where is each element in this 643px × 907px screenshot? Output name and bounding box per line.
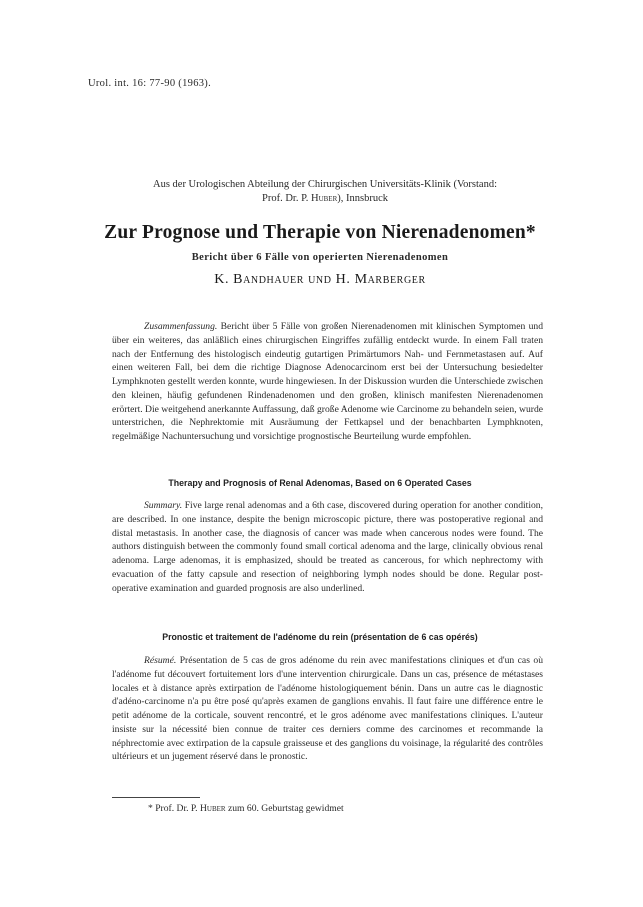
footnote-name: Huber	[199, 803, 226, 814]
affiliation-suffix: ), Innsbruck	[337, 193, 389, 204]
footnote	[148, 803, 344, 814]
affiliation-line-1: Aus der Urologischen Abteilung der Chirurgischen Universitäts-Klinik (Vorstand:	[152, 179, 498, 190]
journal-citation: Urol. int. 16: 77-90 (1963).	[88, 78, 212, 89]
english-summary	[112, 499, 543, 595]
english-summary-text: Five large renal adenomas and a 6th case, discovered during operation for another condition, are described. In one instance, despite the benign microscopic picture, there was postoperative regional and distal metastasis. In another case, the diagnosis of cancer was made when cancerous nodes were found. The authors distinguish between the commonly found small cortical adenoma and the large, clinically obvious renal adenoma. Large adenomas, it is emphasized, should be treated as cancerous, for which nephrectomy with evacuation of the fatty capsule and resection of neighboring lymph nodes should be done. Regular post-operative examination and guarded prognosis are also underlined.	[112, 500, 543, 594]
footnote-rule	[112, 797, 200, 798]
german-summary-label: Zusammenfassung.	[144, 321, 218, 332]
paper-title: Zur Prognose und Therapie von Nierenadenomen*	[104, 222, 536, 243]
french-heading: Pronostic et traitement de l'adénome du rein (présentation de 6 cas opérés)	[162, 632, 478, 642]
affiliation-head-name: Huber	[311, 193, 338, 204]
german-summary-text: Bericht über 5 Fälle von großen Nierenadenomen mit klinischen Symptomen und über ein weiteres, das anläßlich eines chirurgischen Eingriffes zufällig entdeckt wurde. In einem Fall traten nach der Entfernung des histologisch eindeutig gutartigen Primärtumors Nah- und Fernmetastasen auf. Auf einen weiteren Fall, bei dem die richtige Diagnose Adenocarcinom erst bei der Untersuchung besiedelter Lymphknoten gestellt werden konnte, wurde hingewiesen. In der Diskussion wurden die Unterschiede zwischen den kleinen, häufig gefundenen Rindenadenomen und den großen, klinisch manifesten Nierenadenomen erörtert. Die weitgehend anerkannte Auffassung, daß große Adenome wie Carcinome zu behandeln seien, wurde unterstrichen, die Nephrektomie mit Ausräumung der Fettkapsel und der benachbarten Lymphknoten, regelmäßige Nachuntersuchung und vorsichtige prognostische Beurteilung wurde empfohlen.	[112, 321, 543, 442]
affiliation	[110, 178, 540, 206]
footnote-prefix: * Prof. Dr. P.	[148, 803, 200, 814]
french-summary-text: Présentation de 5 cas de gros adénome du rein avec manifestations cliniques et d'un cas où l'adénome fut découvert fortuitement lors d'une intervention chirurgicale. Dans un cas, présence de métastases locales et à distance après extirpation de l'adénome histologiquement bénin. Dans un autre cas le diagnostic d'adéno-carcinome n'a pu être posé qu'après examen de ganglions envahis. Il faut faire une différence entre le petit adénome de la corticale, souvent rencontré, et le gros adénome avec manifestations cliniques. L'auteur insiste sur la nécessité bien connue de traiter ces derniers comme des carcinomes et recommande la néphrectomie avec extirpation de la capsule graisseuse et des ganglions du voisinage, la régularité des contrôles ultérieurs et un jugement réservé dans le pronostic.	[112, 655, 543, 763]
french-summary-label: Résumé.	[144, 655, 177, 666]
footnote-suffix: zum 60. Geburtstag gewidmet	[225, 803, 344, 814]
german-summary	[112, 320, 543, 444]
affiliation-prefix: Prof. Dr. P.	[261, 193, 311, 204]
authors: K. Bandhauer und H. Marberger	[214, 272, 426, 287]
paper-subtitle: Bericht über 6 Fälle von operierten Nierenadenomen	[191, 252, 449, 263]
english-heading: Therapy and Prognosis of Renal Adenomas, Based on 6 Operated Cases	[168, 478, 472, 488]
affiliation-line-2	[110, 192, 540, 206]
french-summary	[112, 654, 543, 764]
english-summary-label: Summary.	[144, 500, 183, 511]
